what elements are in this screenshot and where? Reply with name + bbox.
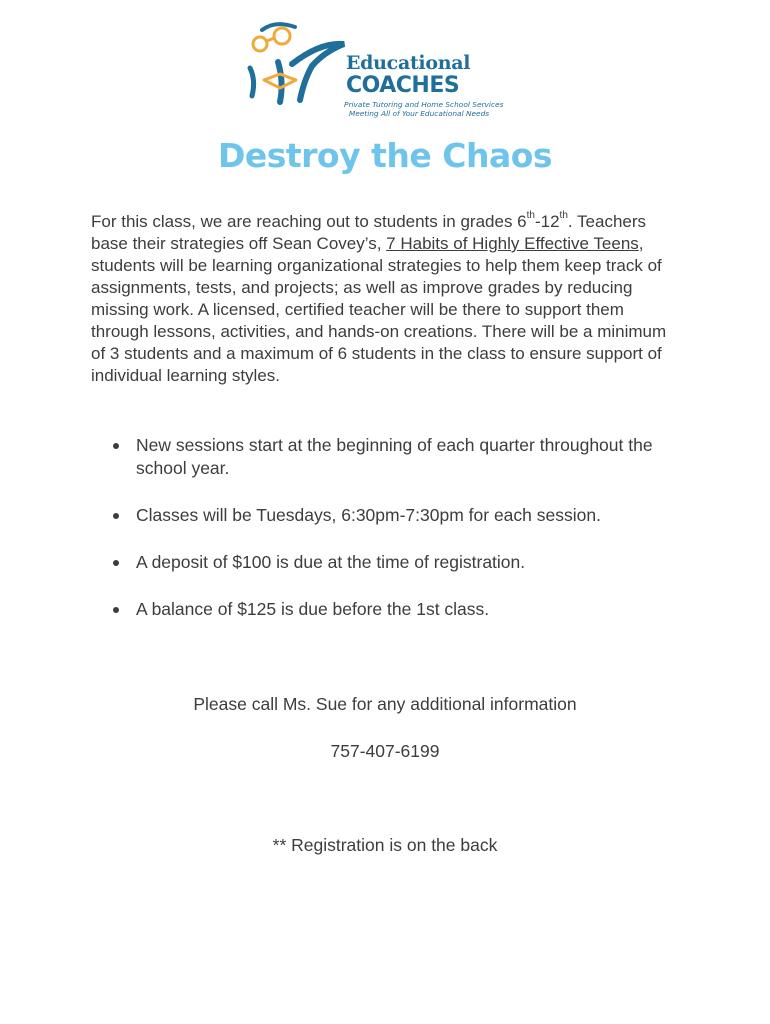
registration-note: ** Registration is on the back <box>272 835 498 855</box>
logo-brand-line1: Educational <box>346 52 471 74</box>
grade-superscript-2: th <box>559 210 568 222</box>
logo-brand-line2: COACHES <box>346 73 460 98</box>
contact-phone-number: 757-407-6199 <box>330 741 440 761</box>
page-title: Destroy the Chaos <box>217 136 553 175</box>
grade-superscript-1: th <box>526 210 535 222</box>
intro-text-2: -12 <box>534 212 560 231</box>
logo-tagline <box>344 100 504 118</box>
info-bullet-list <box>108 434 688 621</box>
logo-tagline-line2: Meeting All of Your Educational Needs <box>348 109 490 118</box>
intro-text-4: , students will be learning organizational strategies to help them keep track of assignments, tests, and projects; as well as improve grades by reducing missing work. A licensed, certified teacher will be there to support them through lessons, activities, and hands-on creations. There will be a minimum of 3 students and a maximum of 6 students in the class to ensure support of individual learning styles. <box>91 234 667 385</box>
bullet-sessions: New sessions start at the beginning of each quarter throughout the school year. <box>108 434 688 480</box>
logo-brand-name <box>346 52 491 98</box>
bullet-deposit: A deposit of $100 is due at the time of registration. <box>108 551 688 574</box>
bullet-balance: A balance of $125 is due before the 1st class. <box>108 598 688 621</box>
bullet-schedule: Classes will be Tuesdays, 6:30pm-7:30pm for each session. <box>108 504 688 527</box>
contact-call-text: Please call Ms. Sue for any additional information <box>193 694 577 714</box>
educational-coaches-logo <box>240 22 504 122</box>
book-title: 7 Habits of Highly Effective Teens <box>386 234 639 253</box>
logo-tagline-line1: Private Tutoring and Home School Services <box>344 100 504 109</box>
intro-text-3: . Teachers base their strategies off Sean Covey’s, <box>91 212 647 253</box>
coach-figure-icon <box>240 22 350 112</box>
intro-text-1: For this class, we are reaching out to students in grades 6 <box>91 212 527 231</box>
intro-paragraph <box>91 211 683 387</box>
